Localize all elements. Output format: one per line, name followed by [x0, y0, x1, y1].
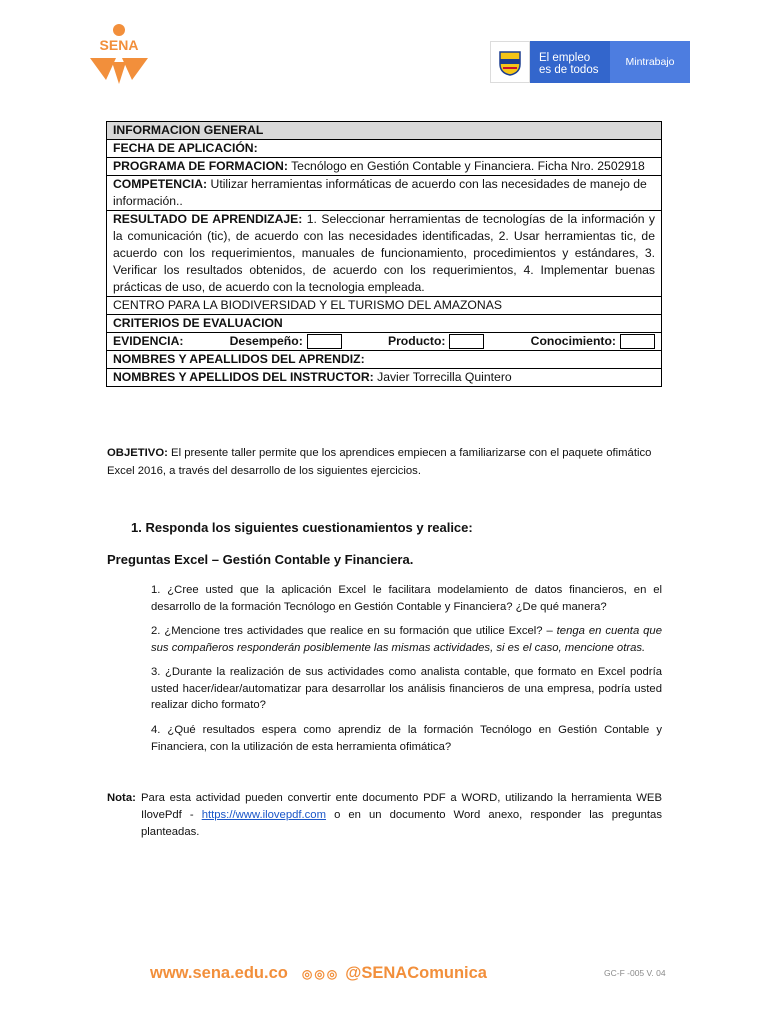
question-1: 1. ¿Cree usted que la aplicación Excel le facilitara modelamiento de datos financieros, en el desarrollo de la formación Tecnólogo en Gestión Contable y Financiera? ¿De qué manera? [151, 584, 662, 613]
criterios-row: CRITERIOS DE EVALUACION [107, 315, 662, 333]
section-subheading: Preguntas Excel – Gestión Contable y Financiera. [107, 552, 414, 567]
question-2-text: 2. ¿Mencione tres actividades que realice en su formación que utilice Excel? – [151, 625, 553, 637]
ilovepdf-link[interactable]: https://www.ilovepdf.com [201, 809, 327, 821]
info-table-title: INFORMACION GENERAL [107, 122, 662, 140]
question-2 [151, 623, 662, 656]
sena-logo-text: SENA [99, 37, 139, 53]
desempeno-checkbox[interactable] [307, 334, 342, 349]
footer-handle: @SENAComunica [345, 964, 487, 982]
programa-row [107, 158, 662, 176]
colombia-crest-icon [490, 41, 530, 83]
objetivo-paragraph [107, 444, 662, 480]
competencia-label: COMPETENCIA: [113, 177, 208, 191]
resultado-value: 1. Seleccionar herramientas de tecnologías de la información y la comunicación (tic), de acuerdo con las necesidades identificadas, 2. Usar herramientas tic, de acuerdo con los requerimientos, manuales de funcionamiento, procedimientos y estándares, 3. Verificar los resultados obtenidos, de acuerdo con los requerimientos, 4. Implementar buenas prácticas de uso, de acuerdo con la tecnologia empleada. [113, 212, 655, 294]
info-table [106, 121, 662, 387]
evidencia-row [107, 333, 662, 351]
gov-slogan-line2: es de todos [539, 64, 599, 76]
social-media-icons: ◎◎◎ [301, 966, 340, 981]
competencia-row [107, 176, 662, 211]
question-2-italic: tenga en cuenta que sus compañeros responderán posiblemente las mismas actividades, si es el caso, mencione otras. [151, 625, 662, 654]
instructor-value: Javier Torrecilla Quintero [377, 370, 512, 384]
nota-paragraph [107, 790, 662, 841]
gov-slogan-line1: El empleo [539, 52, 591, 64]
nota-text-after: o en un documento Word anexo, responder las preguntas planteadas. [141, 809, 662, 838]
instructor-row [107, 369, 662, 387]
instructor-label: NOMBRES Y APELLIDOS DEL INSTRUCTOR: [113, 370, 374, 384]
gov-slogan [530, 41, 610, 83]
programa-value: Tecnólogo en Gestión Contable y Financiera. Ficha Nro. 2502918 [291, 159, 645, 173]
ministry-name: Mintrabajo [610, 41, 690, 83]
producto-label: Producto: [387, 334, 446, 348]
section-heading: 1. Responda los siguientes cuestionamientos y realice: [131, 520, 473, 535]
question-4: 4. ¿Qué resultados espera como aprendiz de la formación Tecnólogo en Gestión Contable y Financiera, con la utilización de esta herramienta ofimática? [151, 724, 662, 753]
objetivo-label: OBJETIVO: [107, 447, 168, 459]
sena-logo [86, 22, 152, 86]
footer-website: www.sena.edu.co [150, 964, 288, 982]
objetivo-text: El presente taller permite que los aprendices empiecen a familiarizarse con el paquete ofimático Excel 2016, a través del desarrollo de los siguientes ejercicios. [107, 447, 652, 477]
producto-checkbox[interactable] [449, 334, 484, 349]
aprendiz-row: NOMBRES Y APEALLIDOS DEL APRENDIZ: [107, 351, 662, 369]
footer [150, 964, 487, 983]
programa-label: PROGRAMA DE FORMACION: [113, 159, 288, 173]
evidencia-label: EVIDENCIA: [113, 334, 184, 348]
conocimiento-checkbox[interactable] [620, 334, 655, 349]
resultado-label: RESULTADO DE APRENDIZAJE: [113, 212, 303, 226]
conocimiento-label: Conocimiento: [530, 334, 616, 348]
competencia-value: Utilizar herramientas informáticas de acuerdo con las necesidades de manejo de información.. [113, 177, 647, 208]
nota-label: Nota: [107, 792, 136, 804]
nota-text-before: Para esta actividad pueden convertir ente documento PDF a WORD, utilizando la herramienta WEB IlovePdf - [141, 792, 662, 821]
fecha-row: FECHA DE APLICACIÓN: [107, 140, 662, 158]
question-3: 3. ¿Durante la realización de sus actividades como analista contable, que formato en Excel podría usted hacer/idear/automatizar para desarrollar los análisis financieros de una empresa, podría usted realizar dicho formato? [151, 666, 662, 711]
resultado-row [107, 211, 662, 297]
government-logo [490, 41, 690, 83]
document-code: GC-F -005 V. 04 [604, 968, 666, 978]
centro-row: CENTRO PARA LA BIODIVERSIDAD Y EL TURISMO DEL AMAZONAS [107, 297, 662, 315]
desempeno-label: Desempeño: [229, 334, 303, 348]
